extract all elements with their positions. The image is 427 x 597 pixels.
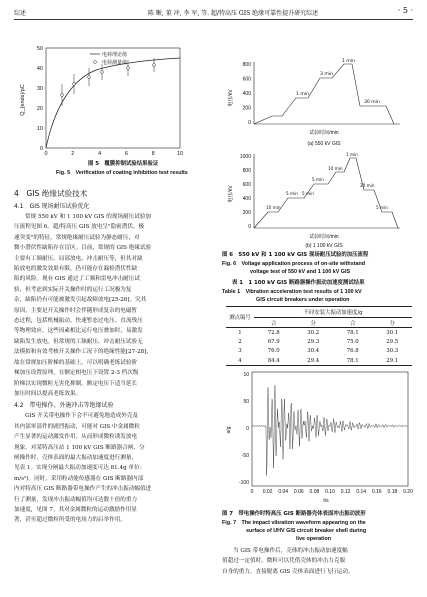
subsection-heading-4-1: 4.1 GIS 现场耐压试验优化 bbox=[14, 203, 90, 210]
table1-header-col: 分 bbox=[389, 320, 395, 327]
fig6b-subcaption: (b) 1 100 kV GIS bbox=[305, 243, 343, 249]
paragraph-line: 著，甚至超过微粒所受的电场力的启举作用。 bbox=[14, 517, 126, 524]
paragraph-line: 缺陷发生放电。但常规的工频耐压、冲击耐压试验无 bbox=[14, 338, 143, 345]
paragraph-line: 杂，缺陷仍有可能被激发引起故障放电[25-26]。究其 bbox=[14, 297, 147, 304]
fig6-caption-cn: 图 6 550 kV 和 1 100 kV GIS 现场耐压试验的加压流程 bbox=[222, 252, 369, 258]
table1-caption-en-1: Table 1 Vibration acceleration test results of 1 100 kV bbox=[222, 289, 362, 295]
fig7-ytick-label: -100 bbox=[238, 480, 249, 486]
paragraph-line: 其内部零部件的剧烈振动，可能对 GIS 中金属微粒 bbox=[14, 423, 140, 430]
paragraph-line: 阶梯以实现微粒无害化抑制，额定电压下适当延长 bbox=[14, 380, 138, 387]
table-cell: 1 bbox=[238, 329, 242, 336]
fig6b-ytick-label: 1000 bbox=[239, 154, 251, 160]
fig7-vibration-waveform bbox=[252, 385, 408, 475]
fig6b-label-7: 5 min bbox=[376, 205, 388, 210]
paragraph-line: 验，但考虑到实际开关操作时的运行工况极为复 bbox=[14, 286, 132, 293]
fig7-caption-en-2: surface of UHV GIS circuit breaker shell during bbox=[246, 528, 367, 534]
table1-header-group: 不同安装大振动加速度/g bbox=[254, 307, 412, 318]
fig5-theory-curve bbox=[46, 58, 180, 148]
table-cell: 3 bbox=[238, 348, 242, 355]
right-column-text bbox=[222, 546, 414, 577]
paragraph-line: 闸操作时，壳体表面的最大振动加速度进行测量， bbox=[14, 454, 138, 461]
fig7-ytick-label: -50 bbox=[241, 453, 249, 459]
table1-header-col: 合 bbox=[350, 320, 356, 327]
fig6b-label-8: 5 min bbox=[302, 191, 314, 196]
fig7-xtick-label: 0.04 bbox=[278, 489, 289, 495]
fig6a-label-3: 1 min bbox=[296, 92, 310, 97]
header-rule bbox=[14, 19, 413, 20]
table-cell: 30.1 bbox=[386, 329, 399, 336]
paragraph-line: 陷放电的激发效果有限，仍可能存在漏检潜伏性缺 bbox=[14, 266, 138, 273]
table-cell: 29.3 bbox=[307, 338, 320, 345]
fig6a-ytick-label: 400 bbox=[242, 91, 251, 97]
fig6b-ytick-label: 400 bbox=[242, 196, 251, 202]
table-row bbox=[226, 328, 412, 338]
table-cell: 78.1 bbox=[346, 357, 359, 364]
table-row bbox=[226, 347, 412, 357]
paragraph-line: 等物理效应，这些因素相比运行电压叠加时，易激发 bbox=[14, 328, 143, 335]
fig5-chart bbox=[16, 40, 192, 160]
paragraph-line: 行了测量，发现冲击振动幅值均可达数十倍的重力 bbox=[14, 496, 138, 503]
fig6a-chart bbox=[224, 58, 414, 148]
fig7-ylabel: a/g bbox=[226, 426, 232, 434]
fig5-xtick-label: 0 bbox=[44, 151, 48, 157]
fig6b-ytick-label: 800 bbox=[242, 168, 251, 174]
fig5-ytick-label: 50 bbox=[36, 46, 43, 52]
table1-caption-en-2: GIS circuit breakers under operation bbox=[256, 297, 350, 303]
fig5-ytick-label: 10 bbox=[36, 126, 43, 132]
fig5-legend bbox=[90, 51, 127, 66]
fig6b-voltage-steps bbox=[254, 158, 398, 228]
fig6a-ytick-label: 0 bbox=[248, 120, 251, 126]
table1-caption-cn: 表 1 1 100 kV GIS 断路器操作振动加速度测试结果 bbox=[232, 280, 365, 286]
fig7-xtick-label: 0.02 bbox=[262, 489, 273, 495]
paragraph-line: 值超过一定值时，微粒可以凭借壳体的冲击力克服 bbox=[222, 558, 346, 565]
paragraph-line: 陷的风险。现有 GIS 通过了工频和雷电冲击耐压试 bbox=[14, 276, 140, 283]
header-journal-section: 综述 bbox=[14, 10, 27, 17]
paragraph-line: 法模拟和有效考核开关操作工况下的绝缘性能[27-28]， bbox=[14, 349, 152, 356]
paragraph-line: 加压时间以提高老练效果。 bbox=[14, 390, 82, 397]
fig5-legend-theory: 电荷理论值 bbox=[102, 52, 128, 58]
fig6b-label-5: 20 min bbox=[360, 183, 375, 188]
fig6-caption-en-1: Fig. 6 Voltage application process of on-site withstand bbox=[222, 261, 366, 267]
table-cell: 30.3 bbox=[386, 348, 399, 355]
fig6-caption-en-2: voltage test of 550 kV and 1 100 kV GIS bbox=[250, 269, 351, 275]
fig6a-ylabel: 电压/kV bbox=[228, 89, 234, 107]
fig5-xtick-label: 6 bbox=[124, 151, 128, 157]
fig7-xtick-label: 0.18 bbox=[387, 489, 398, 495]
fig6b-ylabel: 电压/kV bbox=[228, 185, 234, 203]
fig5-ytick-label: 20 bbox=[36, 106, 43, 112]
fig6b-ytick-label: 200 bbox=[242, 210, 251, 216]
table-row bbox=[226, 356, 412, 366]
fig6a-label-1: 1 min bbox=[342, 59, 356, 64]
fig7-ytick-label: 50 bbox=[243, 399, 249, 405]
left-column bbox=[14, 186, 210, 526]
fig7-xtick-label: 0.20 bbox=[403, 489, 413, 495]
page-number: · 5 · bbox=[397, 6, 413, 15]
fig7-xtick-label: 0.14 bbox=[356, 489, 367, 495]
paragraph-line: 当 GIS 带电操作后，壳体的冲击振动加速度幅 bbox=[233, 548, 348, 554]
fig6a-label-4: 30 min bbox=[364, 100, 380, 105]
fig5-legend-measured: 电荷测量值 bbox=[102, 60, 128, 66]
fig5-xtick-label: 2 bbox=[71, 151, 75, 157]
fig7-xtick-label: 0 bbox=[250, 489, 254, 495]
fig6a-ytick-label: 200 bbox=[242, 105, 251, 112]
fig6b-label-3: 5 min bbox=[312, 177, 324, 182]
fig6b-xlabel: 试验时间/min bbox=[309, 234, 339, 240]
fig5-ytick-label: 40 bbox=[36, 66, 43, 72]
paragraph-line: 加速度，见图 7。其对金属微粒的运动激励作用显 bbox=[14, 506, 137, 513]
fig7-chart bbox=[222, 366, 414, 506]
fig7-xtick-label: 0.08 bbox=[309, 489, 320, 495]
paragraph-line: 压流程见图 6。超/特高压 GIS 放电呈"隐密潜伏、极 bbox=[14, 224, 145, 231]
paragraph-line: 微小潜伏性缺陷存在盲区。目前，常规的 GIS 绝缘试验 bbox=[14, 245, 152, 252]
fig7-xtick-label: 0.16 bbox=[371, 489, 382, 495]
table-cell: 67.9 bbox=[267, 338, 280, 345]
fig6b-label-6: 10 min bbox=[266, 205, 281, 210]
fig6b-ytick-label: 600 bbox=[242, 182, 251, 188]
table-cell: 76.8 bbox=[346, 348, 359, 355]
fig6b-label-4: 5 min bbox=[286, 191, 298, 196]
fig7-xtick-label: 0.06 bbox=[293, 489, 304, 495]
fig5-xtick-label: 8 bbox=[151, 151, 155, 157]
table-cell: 2 bbox=[238, 338, 242, 345]
paragraph-line: 态过程，包括机械振动、快速暂态过电压、直流残压 bbox=[14, 318, 143, 325]
table-cell: 29.1 bbox=[386, 357, 399, 364]
paragraph-line: 内对特高压 GIS 断路器带电操作产生的冲击振动幅值进 bbox=[14, 486, 152, 493]
fig7-caption-en-1: Fig. 7 The impact vibration waveform appearing on the bbox=[222, 520, 366, 526]
table1-header-point: 测点编号 bbox=[226, 307, 254, 328]
fig7-caption-cn: 图 7 带电操作时特高压 GIS 断路器壳体表面冲击振动波形 bbox=[222, 511, 366, 517]
table1 bbox=[226, 306, 412, 366]
table-cell: 29.4 bbox=[307, 357, 320, 364]
table-cell: 84.4 bbox=[267, 357, 280, 364]
fig7-xtick-label: 0.10 bbox=[325, 489, 335, 495]
running-header bbox=[14, 6, 413, 18]
table1-header-col: 合 bbox=[271, 320, 277, 327]
table-cell: 78.1 bbox=[346, 329, 359, 336]
fig7-ytick-label: 10 bbox=[243, 372, 249, 378]
fig5-ytick-label: 0 bbox=[39, 146, 43, 152]
fig7-xtick-label: 0.12 bbox=[340, 489, 351, 495]
fig6b-axes bbox=[254, 154, 400, 228]
fig6a-xlabel: 试验时间/min bbox=[309, 130, 339, 136]
fig6a-ytick-label: 600 bbox=[242, 76, 251, 83]
fig7-caption-en-3: live operation bbox=[296, 536, 332, 542]
table-cell: 29.5 bbox=[386, 338, 399, 345]
table-cell: 30.2 bbox=[307, 329, 320, 336]
paragraph-line: 产生显著的运动激发作用，从而形成微粒诱发放电 bbox=[14, 434, 138, 441]
fig5-xtick-label: 10 bbox=[176, 151, 184, 157]
paragraph-4-1 bbox=[14, 212, 210, 399]
subsection-heading-4-2: 4.2 带电操作、外施冲击等绝缘试验 bbox=[14, 402, 114, 410]
table-cell: 4 bbox=[238, 357, 242, 364]
fig5-xtick-label: 4 bbox=[98, 151, 102, 157]
paragraph-line: m/s²)。同时，采用粒动能传感器在 GIS 断路器内部 bbox=[14, 475, 144, 482]
fig5-ytick-label: 30 bbox=[36, 86, 43, 92]
fig6b-ytick-label: 0 bbox=[248, 224, 251, 230]
paragraph-line: 梯加压设置原理，在额定相电压下设置 2-3 档次级 bbox=[14, 370, 139, 377]
paragraph-line: 常规 550 kV 和 1 100 kV GIS 的现场耐压试验加 bbox=[25, 214, 152, 220]
paragraph-line: 现象。对某特高压站 1 100 kV GIS 断路器合闸、分 bbox=[14, 444, 145, 451]
fig6a-subcaption: (a) 550 kV GIS bbox=[307, 141, 341, 147]
paragraph-4-2 bbox=[14, 411, 210, 525]
section-heading-4: 4 GIS 绝缘试验技术 bbox=[14, 189, 88, 198]
fig6a-label-2: 3 min bbox=[320, 72, 334, 77]
paragraph-line: 速突变"的特征，常规绝缘耐压试验为静态耐压，对 bbox=[14, 234, 140, 241]
table-cell: 72.8 bbox=[267, 329, 280, 336]
paragraph-line: 自身的重力，直接脱离 GIS 壳体表面进行飞行运动。 bbox=[222, 568, 354, 575]
paragraph-line: 主要有工频耐压、局部放电、冲击耐压等，但其对缺 bbox=[14, 255, 143, 262]
header-article-citation: 陈 晰, 董 冲, 李 军, 等. 超/特高压 GIS 绝缘可靠性提升研究综述 bbox=[148, 10, 319, 17]
fig6b-label-1: 1 min bbox=[346, 152, 358, 157]
fig6b-label-2: 10 min bbox=[328, 166, 343, 171]
paragraph-line: 原因，主要是开关操作时会伴随形成复杂的电磁暂 bbox=[14, 307, 138, 314]
fig5-caption-cn: 图 5 覆膜抑制试验结果验证 bbox=[88, 161, 159, 167]
fig6b-chart bbox=[224, 150, 414, 250]
fig7-plot-frame bbox=[252, 372, 408, 486]
table1-header-col: 分 bbox=[310, 320, 316, 327]
fig6a-ytick-label: 800 bbox=[242, 62, 251, 68]
table-row bbox=[226, 337, 412, 347]
fig5-caption-en: Fig. 5 Verification of coating inhibition test results bbox=[56, 170, 188, 176]
paragraph-line: 见表 1。实现分闸最大振动加速度可达 81.4g 单位： bbox=[14, 465, 146, 472]
paragraph-line: GIS 开关带电操作下会不可避免地造成外壳及 bbox=[25, 413, 138, 420]
paragraph-line: 故在常规加压阶梯的基础上，可以明确老练试验阶 bbox=[14, 359, 138, 366]
table-cell: 75.0 bbox=[346, 338, 359, 345]
table-cell: 30.4 bbox=[307, 348, 320, 355]
fig7-ytick-label: 0 bbox=[246, 426, 249, 432]
fig7-xlabel: t/s bbox=[323, 498, 329, 504]
table-cell: 76.0 bbox=[267, 348, 280, 355]
fig5-ylabel: Q_{ends}/pC bbox=[20, 84, 26, 116]
